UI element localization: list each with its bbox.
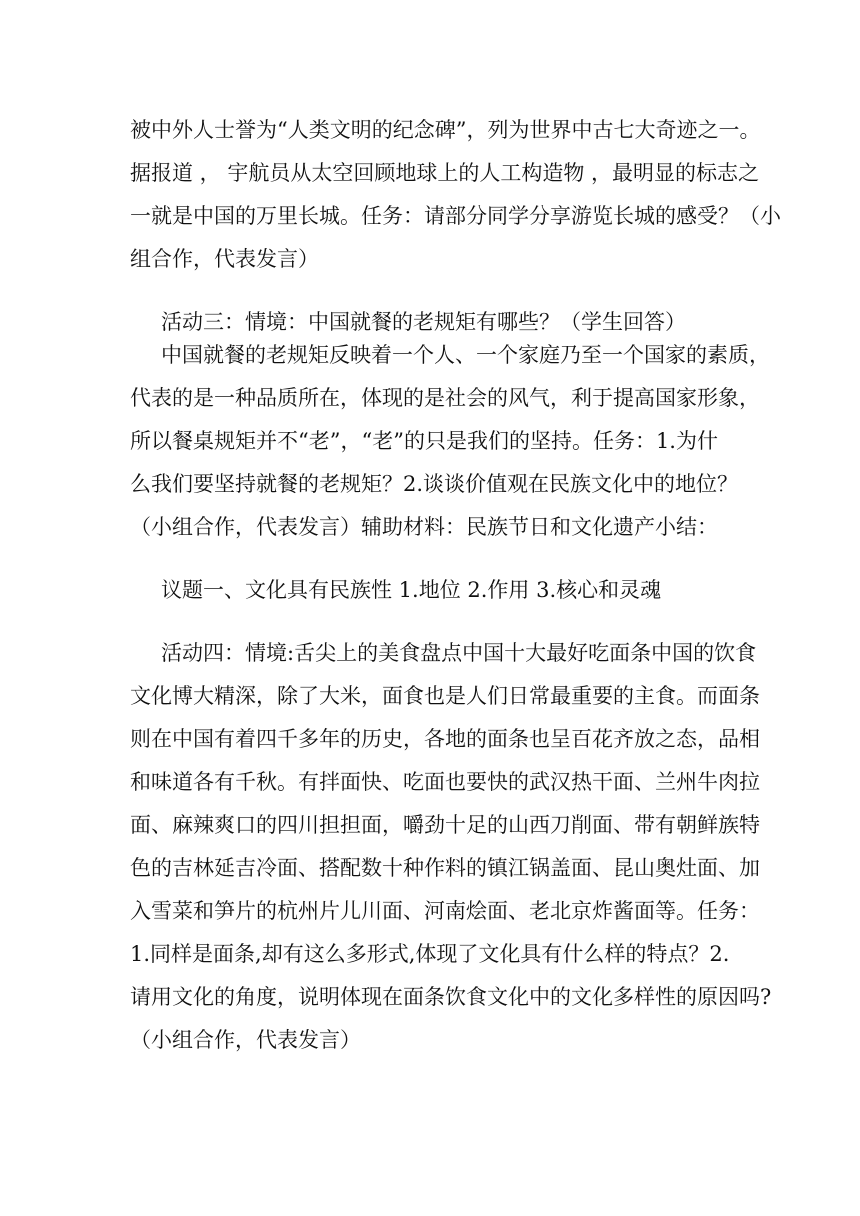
text-line: 入雪菜和笋片的杭州片儿川面、河南烩面、老北京炸酱面等。任务： xyxy=(130,899,760,923)
text-line: 组合作，代表发言） xyxy=(130,247,319,271)
text-line: （小组合作，代表发言）辅助材料：民族节日和文化遗产小结： xyxy=(130,515,718,539)
text-line: 被中外人士誉为“人类文明的纪念碑”，列为世界中古七大奇迹之一。 xyxy=(130,118,761,142)
text-line: 据报道 ， 宇航员从太空回顾地球上的人工构造物 ，最明显的标志之 xyxy=(130,161,760,185)
text-line: 色的吉林延吉冷面、搭配数十种作料的镇江锅盖面、昆山奥灶面、加 xyxy=(130,856,760,880)
text-line: 么我们要坚持就餐的老规矩？2.谈谈价值观在民族文化中的地位？ xyxy=(130,472,739,496)
text-line: 所以餐桌规矩并不“老”，“老”的只是我们的坚持。任务：1.为什 xyxy=(130,429,718,453)
text-line: 则在中国有着四千多年的历史，各地的面条也呈百花齐放之态，品相 xyxy=(130,727,760,751)
text-line: 1.同样是面条,却有这么多形式,体现了文化具有什么样的特点？2. xyxy=(130,942,730,966)
text-line: 请用文化的角度，说明体现在面条饮食文化中的文化多样性的原因吗? xyxy=(130,985,772,1009)
text-line: 和味道各有千秋。有拌面快、吃面也要快的武汉热干面、兰州牛肉拉 xyxy=(130,770,760,794)
activity-heading: 活动四：情境:舌尖上的美食盘点中国十大最好吃面条中国的饮食 xyxy=(161,641,757,665)
activity-heading: 活动三：情境：中国就餐的老规矩有哪些？（学生回答） xyxy=(161,310,686,334)
text-line: （小组合作，代表发言） xyxy=(130,1028,361,1052)
text-line: 中国就餐的老规矩反映着一个人、一个家庭乃至一个国家的素质， xyxy=(161,343,770,367)
text-line: 一就是中国的万里长城。任务：请部分同学分享游览长城的感受？（小 xyxy=(130,204,781,228)
text-line: 代表的是一种品质所在，体现的是社会的风气，利于提高国家形象， xyxy=(130,386,760,410)
text-line: 文化博大精深，除了大米，面食也是人们日常最重要的主食。而面条 xyxy=(130,684,760,708)
topic-heading: 议题一、文化具有民族性 1.地位 2.作用 3.核心和灵魂 xyxy=(161,578,662,602)
text-line: 面、麻辣爽口的四川担担面，嚼劲十足的山西刀削面、带有朝鲜族特 xyxy=(130,813,760,837)
